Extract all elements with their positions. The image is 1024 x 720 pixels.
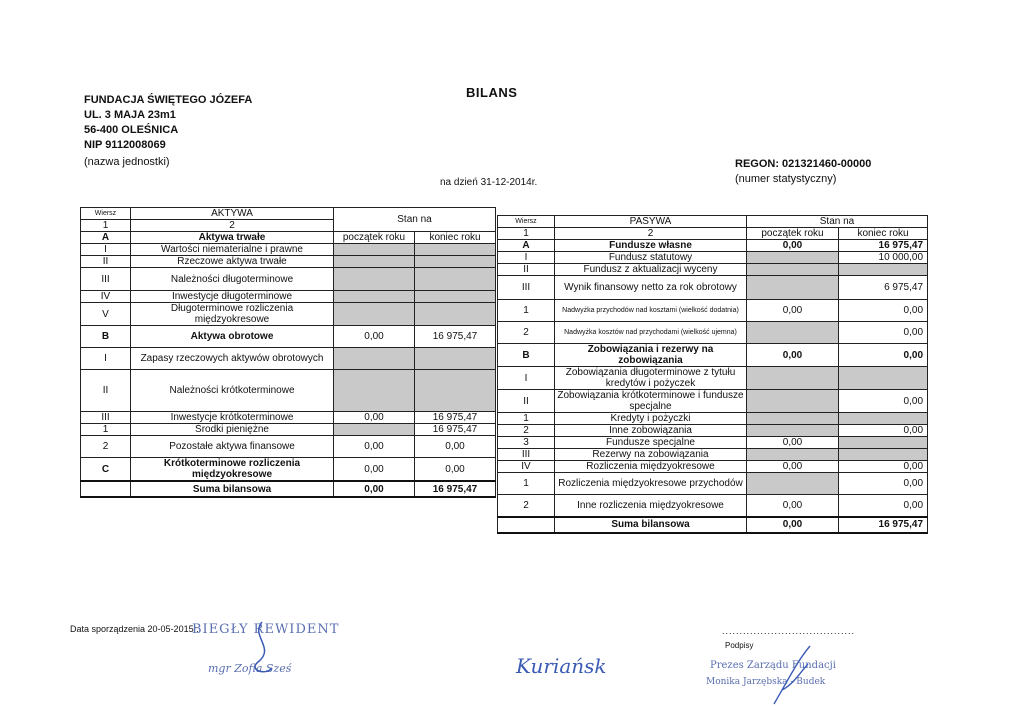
- value-end-of-year: 0,00: [839, 495, 928, 517]
- regon-number: REGON: 021321460-00000: [735, 158, 872, 170]
- value-start-of-year: [334, 244, 415, 256]
- row-label: Wartości niematerialne i prawne: [131, 244, 334, 256]
- row-number: II: [498, 390, 555, 413]
- col-number-1: 1: [81, 220, 131, 232]
- value-start-of-year: 0,00: [334, 481, 415, 497]
- table-row: [81, 436, 496, 458]
- row-number: I: [81, 348, 131, 370]
- value-end-of-year: 0,00: [839, 425, 928, 437]
- col-number-1: 1: [498, 228, 555, 240]
- table-row: [498, 413, 928, 425]
- row-label: Aktywa obrotowe: [131, 326, 334, 348]
- row-label: Krótkoterminowe rozliczenia międzyokresowe: [131, 458, 334, 482]
- value-start-of-year: [747, 252, 839, 264]
- regon-block: [735, 157, 871, 187]
- assets-row-label: Aktywa trwałe: [131, 232, 334, 244]
- row-label: Zobowiązania krótkoterminowe i fundusze specjalne: [555, 390, 747, 413]
- table-row: [81, 244, 496, 256]
- row-number: II: [498, 264, 555, 276]
- row-label: Inne zobowiązania: [555, 425, 747, 437]
- col-header-row-number: Wiersz: [81, 208, 131, 220]
- value-end-of-year: 6 975,47: [839, 276, 928, 300]
- value-start-of-year: [334, 256, 415, 268]
- row-number: 1: [81, 424, 131, 436]
- table-row: [498, 300, 928, 322]
- table-row: [498, 449, 928, 461]
- liabilities-table: [497, 215, 928, 534]
- row-label: Kredyty i pożyczki: [555, 413, 747, 425]
- liabilities-total-row: [498, 517, 928, 533]
- value-end-of-year: [839, 264, 928, 276]
- value-end-of-year: 16 975,47: [839, 517, 928, 533]
- value-start-of-year: 0,00: [747, 461, 839, 473]
- col-number-2: 2: [131, 220, 334, 232]
- row-number: III: [498, 276, 555, 300]
- value-start-of-year: [747, 276, 839, 300]
- value-end-of-year: 16 975,47: [415, 424, 496, 436]
- regon-caption: (numer statystyczny): [735, 173, 837, 185]
- value-start-of-year: 0,00: [747, 437, 839, 449]
- row-label: Nadwyżka przychodów nad kosztami (wielkość dodatnia): [555, 300, 747, 322]
- row-label: Środki pieniężne: [131, 424, 334, 436]
- row-label: Suma bilansowa: [555, 517, 747, 533]
- col-header-end: koniec roku: [415, 232, 496, 244]
- col-number-2: 2: [555, 228, 747, 240]
- value-end-of-year: [415, 244, 496, 256]
- value-start-of-year: [747, 322, 839, 344]
- president-stamp-name: Monika Jarzębska - Budek: [706, 677, 826, 687]
- row-label: Należności długoterminowe: [131, 268, 334, 291]
- value-end-of-year: [839, 367, 928, 390]
- table-row: [81, 303, 496, 326]
- table-row: [81, 326, 496, 348]
- row-number: II: [81, 370, 131, 412]
- row-number: I: [498, 367, 555, 390]
- row-label: Inwestycje długoterminowe: [131, 291, 334, 303]
- row-number: II: [81, 256, 131, 268]
- value-start-of-year: 0,00: [747, 300, 839, 322]
- org-nip: NIP 9112008069: [84, 139, 166, 151]
- col-header-start: początek roku: [747, 228, 839, 240]
- organization-block: [84, 93, 252, 170]
- value-end-of-year: 10 000,00: [839, 252, 928, 264]
- value-start-of-year: [747, 413, 839, 425]
- value-end-of-year: 16 975,47: [415, 481, 496, 497]
- value-end-of-year: [415, 370, 496, 412]
- value-start-of-year: [334, 303, 415, 326]
- row-label: Fundusze specjalne: [555, 437, 747, 449]
- value-end-of-year: 0,00: [839, 344, 928, 367]
- value-start-of-year: [334, 268, 415, 291]
- row-number: [81, 481, 131, 497]
- auditor-stamp-name: mgr Zofia Sześ: [208, 662, 292, 675]
- table-row: [498, 390, 928, 413]
- value-end-of-year: [839, 437, 928, 449]
- signatures-label: Podpisy: [725, 641, 754, 650]
- value-start-of-year: 0,00: [747, 495, 839, 517]
- row-label: Nadwyżka kosztów nad przychodami (wielkość ujemna): [555, 322, 747, 344]
- value-start-of-year: [334, 348, 415, 370]
- row-number: 2: [498, 425, 555, 437]
- value-end-of-year: 16 975,47: [415, 412, 496, 424]
- value-start-of-year: [334, 291, 415, 303]
- table-row: [81, 348, 496, 370]
- row-label: Fundusze własne: [555, 240, 747, 252]
- assets-total-row: [81, 481, 496, 497]
- value-start-of-year: 0,00: [747, 344, 839, 367]
- value-end-of-year: [415, 291, 496, 303]
- row-label: Należności krótkoterminowe: [131, 370, 334, 412]
- table-row: [498, 473, 928, 495]
- row-label: Pozostałe aktywa finansowe: [131, 436, 334, 458]
- row-number: IV: [81, 291, 131, 303]
- table-row: [498, 495, 928, 517]
- value-end-of-year: 16 975,47: [415, 326, 496, 348]
- col-header-state: Stan na: [334, 208, 496, 232]
- row-number: I: [81, 244, 131, 256]
- value-end-of-year: [839, 449, 928, 461]
- table-row: [498, 425, 928, 437]
- value-start-of-year: 0,00: [334, 326, 415, 348]
- table-row: [498, 264, 928, 276]
- table-row: [498, 322, 928, 344]
- document-title: BILANS: [466, 85, 518, 100]
- row-label: Rozliczenia międzyokresowe przychodów: [555, 473, 747, 495]
- row-number: A: [498, 240, 555, 252]
- row-number: C: [81, 458, 131, 482]
- row-number: B: [81, 326, 131, 348]
- value-end-of-year: [415, 268, 496, 291]
- table-row: [81, 424, 496, 436]
- row-number: I: [498, 252, 555, 264]
- value-start-of-year: [334, 370, 415, 412]
- row-label: Rzeczowe aktywa trwałe: [131, 256, 334, 268]
- table-row: [81, 268, 496, 291]
- org-name: FUNDACJA ŚWIĘTEGO JÓZEFA: [84, 94, 253, 106]
- col-header-assets: AKTYWA: [131, 208, 334, 220]
- row-number: III: [498, 449, 555, 461]
- row-label: Zobowiązania długoterminowe z tytułu kredytów i pożyczek: [555, 367, 747, 390]
- value-end-of-year: 0,00: [839, 473, 928, 495]
- value-start-of-year: [747, 367, 839, 390]
- middle-signature: Kuriańsk: [516, 654, 607, 678]
- org-city: 56-400 OLEŚNICA: [84, 124, 179, 136]
- value-start-of-year: [747, 390, 839, 413]
- table-row: [498, 367, 928, 390]
- value-start-of-year: 0,00: [334, 458, 415, 482]
- value-start-of-year: 0,00: [334, 436, 415, 458]
- row-number: 2: [498, 322, 555, 344]
- balance-date: na dzień 31-12-2014r.: [440, 177, 538, 188]
- value-end-of-year: 0,00: [839, 461, 928, 473]
- row-label: Zobowiązania i rezerwy na zobowiązania: [555, 344, 747, 367]
- org-caption: (nazwa jednostki): [84, 156, 170, 168]
- table-row: [81, 291, 496, 303]
- table-row: [81, 256, 496, 268]
- org-street: UL. 3 MAJA 23m1: [84, 109, 176, 121]
- value-end-of-year: 0,00: [415, 436, 496, 458]
- row-number: 3: [498, 437, 555, 449]
- table-row: [498, 437, 928, 449]
- value-start-of-year: 0,00: [334, 412, 415, 424]
- row-label: Inne rozliczenia międzyokresowe: [555, 495, 747, 517]
- value-start-of-year: [334, 424, 415, 436]
- president-stamp: Prezes Zarządu Fundacji: [710, 660, 836, 671]
- value-end-of-year: [839, 413, 928, 425]
- row-number: IV: [498, 461, 555, 473]
- value-end-of-year: [415, 348, 496, 370]
- table-row: [81, 370, 496, 412]
- table-row: [498, 276, 928, 300]
- row-number: III: [81, 268, 131, 291]
- table-row: [498, 461, 928, 473]
- value-start-of-year: 0,00: [747, 240, 839, 252]
- col-header-row-number: Wiersz: [498, 216, 555, 228]
- value-start-of-year: [747, 264, 839, 276]
- row-number: B: [498, 344, 555, 367]
- row-number: V: [81, 303, 131, 326]
- row-number: 2: [81, 436, 131, 458]
- value-end-of-year: 16 975,47: [839, 240, 928, 252]
- table-row: [498, 344, 928, 367]
- assets-table: [80, 207, 496, 498]
- value-end-of-year: 0,00: [839, 390, 928, 413]
- row-number: III: [81, 412, 131, 424]
- row-label: Zapasy rzeczowych aktywów obrotowych: [131, 348, 334, 370]
- row-number: [498, 517, 555, 533]
- value-end-of-year: [415, 256, 496, 268]
- col-header-liabilities: PASYWA: [555, 216, 747, 228]
- row-label: Suma bilansowa: [131, 481, 334, 497]
- row-label: Rezerwy na zobowiązania: [555, 449, 747, 461]
- signature-dots: ......................................: [722, 626, 856, 636]
- row-number: 1: [498, 300, 555, 322]
- col-header-state: Stan na: [747, 216, 928, 228]
- row-label: Inwestycje krótkoterminowe: [131, 412, 334, 424]
- value-start-of-year: [747, 449, 839, 461]
- date-prepared: Data sporządzenia 20-05-2015r.: [70, 624, 199, 634]
- col-header-end: koniec roku: [839, 228, 928, 240]
- table-row: [498, 252, 928, 264]
- table-row: [81, 412, 496, 424]
- value-end-of-year: 0,00: [415, 458, 496, 482]
- row-label: Fundusz statutowy: [555, 252, 747, 264]
- value-end-of-year: 0,00: [839, 300, 928, 322]
- row-label: Wynik finansowy netto za rok obrotowy: [555, 276, 747, 300]
- table-row: [498, 240, 928, 252]
- value-start-of-year: 0,00: [747, 517, 839, 533]
- row-label: Rozliczenia międzyokresowe: [555, 461, 747, 473]
- auditor-signature-icon: [232, 618, 292, 680]
- row-number: 2: [498, 495, 555, 517]
- row-number: 1: [498, 473, 555, 495]
- row-label: Fundusz z aktualizacji wyceny: [555, 264, 747, 276]
- row-label: Długoterminowe rozliczenia międzyokresowe: [131, 303, 334, 326]
- col-header-start: początek roku: [334, 232, 415, 244]
- row-number: 1: [498, 413, 555, 425]
- value-end-of-year: [415, 303, 496, 326]
- table-row: [81, 458, 496, 482]
- value-start-of-year: [747, 425, 839, 437]
- auditor-stamp: BIEGŁY REWIDENT: [192, 622, 340, 637]
- assets-row-no: A: [81, 232, 131, 244]
- value-start-of-year: [747, 473, 839, 495]
- value-end-of-year: 0,00: [839, 322, 928, 344]
- president-signature-icon: [768, 640, 818, 710]
